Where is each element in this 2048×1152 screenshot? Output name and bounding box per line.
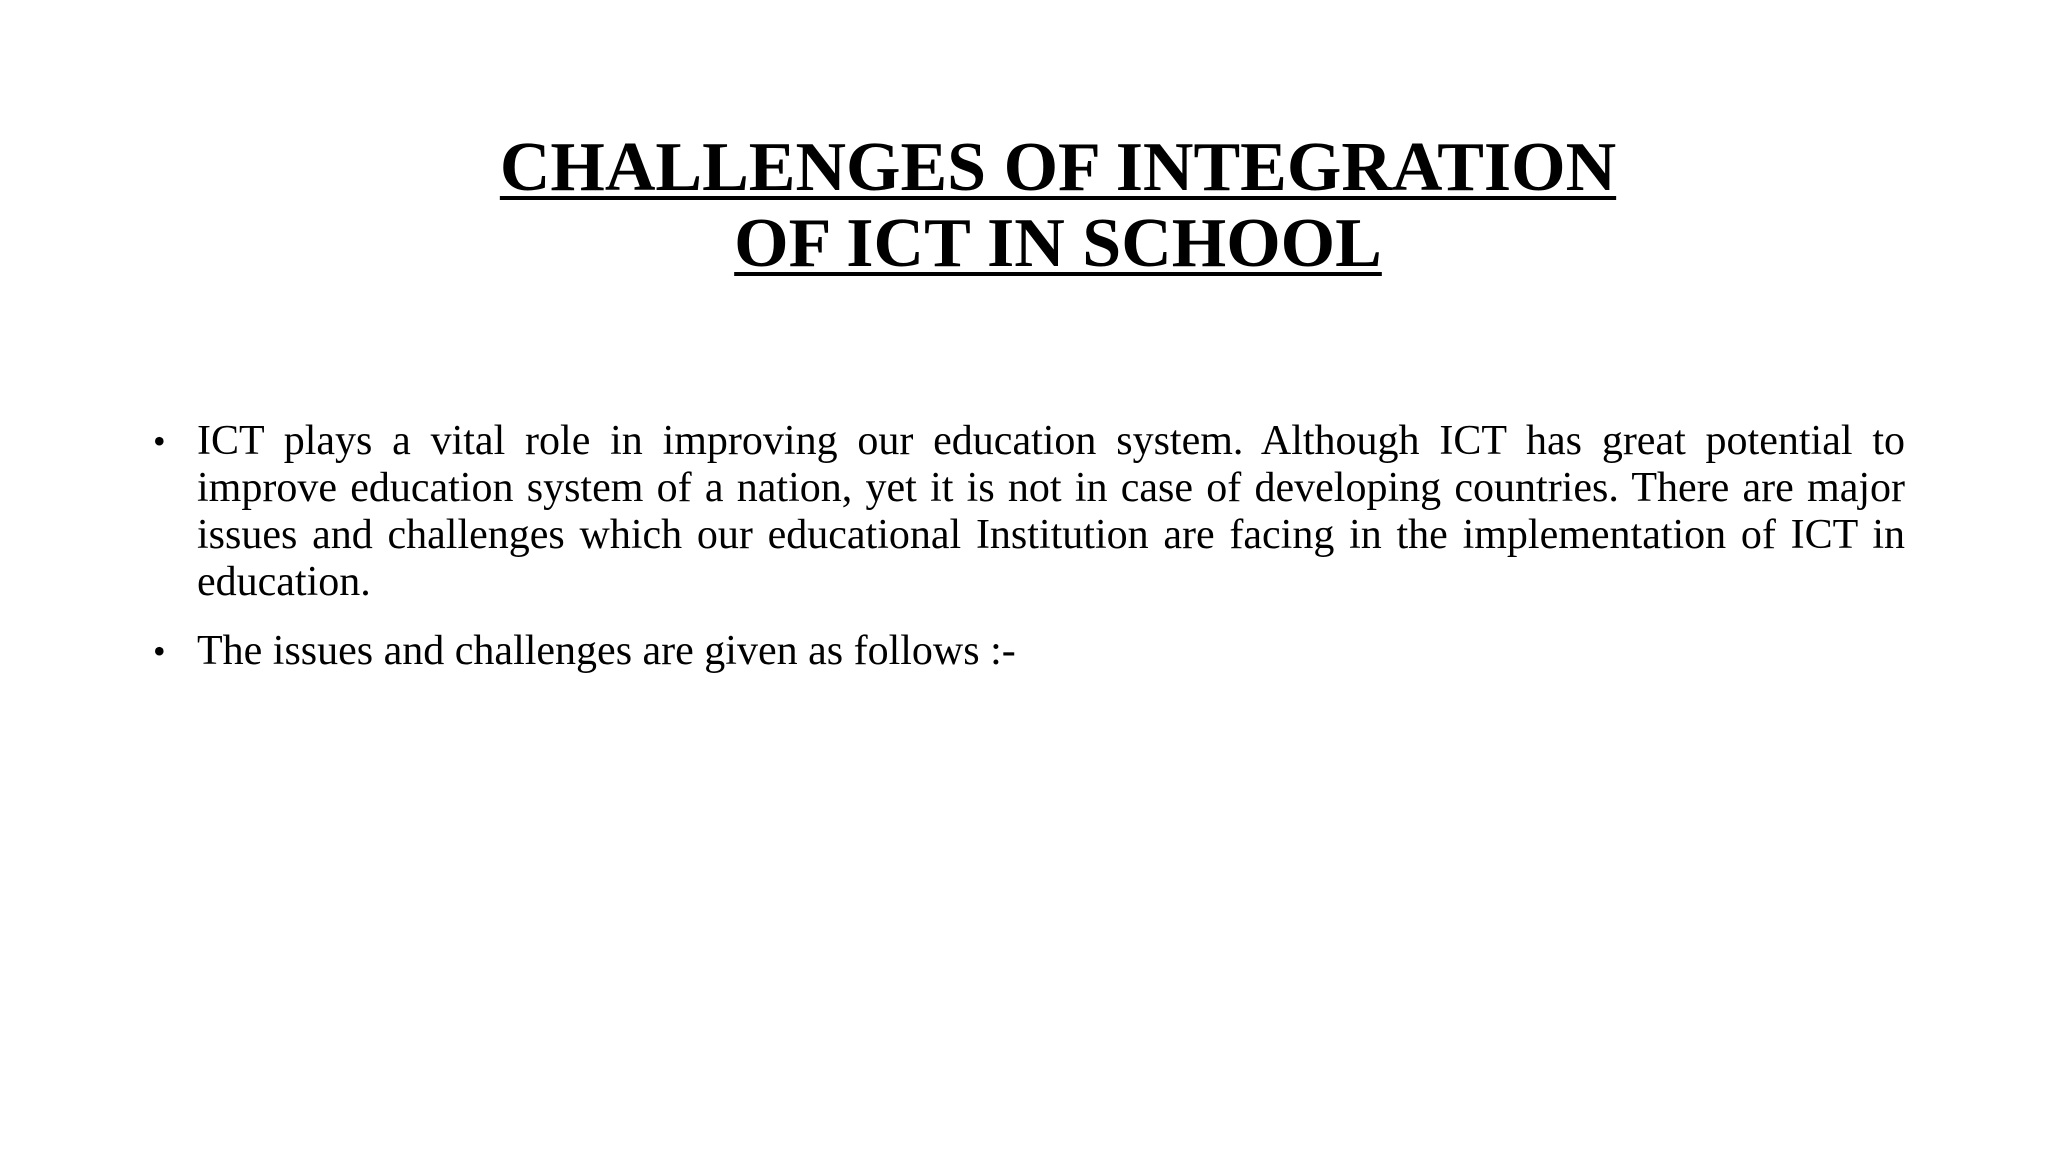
bullet-list — [153, 418, 1905, 697]
bullet-icon: • — [153, 421, 166, 461]
slide-title — [0, 130, 2048, 282]
bullet-text: ICT plays a vital role in improving our education system. Although ICT has great potential to improve education system of a nation, yet it is not in case of developing countries. There are major issues and challenges which our educational Institution are facing in the implementation of ICT in education. — [197, 418, 1905, 605]
bullet-item — [153, 628, 1905, 675]
title-line-2: OF ICT IN SCHOOL — [734, 205, 1382, 282]
bullet-icon: • — [153, 631, 166, 671]
bullet-text: The issues and challenges are given as follows :- — [197, 628, 1016, 674]
title-line-1: CHALLENGES OF INTEGRATION — [499, 129, 1617, 206]
bullet-item — [153, 418, 1905, 606]
